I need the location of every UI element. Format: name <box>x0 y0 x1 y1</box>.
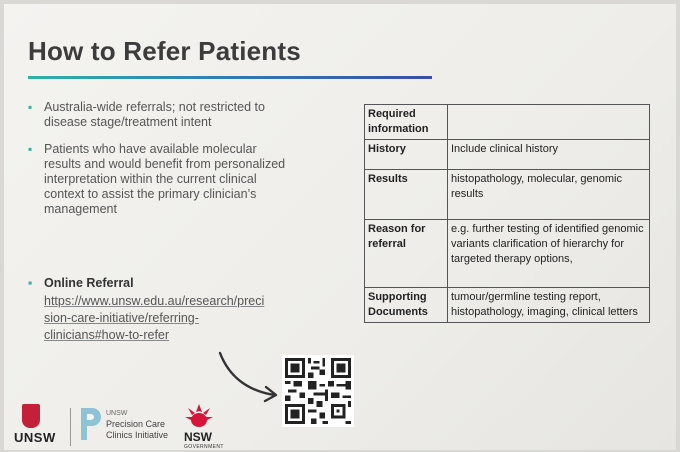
qr-code-icon[interactable] <box>282 355 354 427</box>
unsw-logo: UNSW <box>14 430 56 445</box>
nsw-logo: NSW GOVERNMENT <box>184 430 224 450</box>
bullet-text: Australia-wide referrals; not restricted to disease stage/treatment intent <box>44 100 265 129</box>
referral-link-line[interactable]: clinicians#how-to-refer <box>44 328 170 342</box>
logo-divider <box>70 408 71 446</box>
slide-title: How to Refer Patients <box>28 36 301 66</box>
table-header-value <box>448 105 650 140</box>
bullet-icon: ▪ <box>28 142 33 156</box>
footer-logos <box>14 400 244 450</box>
table-row <box>365 105 650 140</box>
bullet-item <box>26 142 296 217</box>
table-row <box>365 140 650 170</box>
bullet-item <box>26 100 296 130</box>
slide <box>4 4 676 450</box>
precision-care-logo-icon <box>78 406 102 442</box>
online-referral-heading: ▪ Online Referral <box>28 276 134 290</box>
table-key: Results <box>365 170 448 220</box>
table-key: Supporting Documents <box>365 288 448 323</box>
referral-link-line[interactable]: https://www.unsw.edu.au/research/preci <box>44 294 265 308</box>
table-key: Reason for referral <box>365 220 448 288</box>
waratah-icon <box>182 402 216 430</box>
table-value: e.g. further testing of identified genomic variants clarification of hierarchy for targeted therapy options, <box>448 220 650 288</box>
online-referral <box>26 276 306 344</box>
bullet-icon: ▪ <box>28 100 33 114</box>
bullet-icon: ▪ <box>28 276 33 290</box>
unsw-crest-icon <box>22 404 40 428</box>
table-value: histopathology, molecular, genomic results <box>448 170 650 220</box>
table-row <box>365 170 650 220</box>
bullet-list <box>26 100 296 229</box>
table-header-key: Required information <box>365 105 448 140</box>
table-row <box>365 288 650 323</box>
table-value: Include clinical history <box>448 140 650 170</box>
table-row <box>365 220 650 288</box>
table-value: tumour/germline testing report, histopathology, imaging, clinical letters <box>448 288 650 323</box>
curved-arrow-icon <box>216 349 282 405</box>
referral-link-line[interactable]: sion-care-initiative/referring- <box>44 311 199 325</box>
referral-info-table <box>364 104 650 323</box>
precision-care-logo-text: UNSW Precision Care Clinics Initiative <box>106 410 169 440</box>
title-underline <box>28 76 432 79</box>
referral-link[interactable] <box>26 293 306 344</box>
bullet-text: Patients who have available molecular results and would benefit from personalized interpretation within the current clinical context to assist the primary clinician’s management <box>44 142 286 216</box>
table-key: History <box>365 140 448 170</box>
